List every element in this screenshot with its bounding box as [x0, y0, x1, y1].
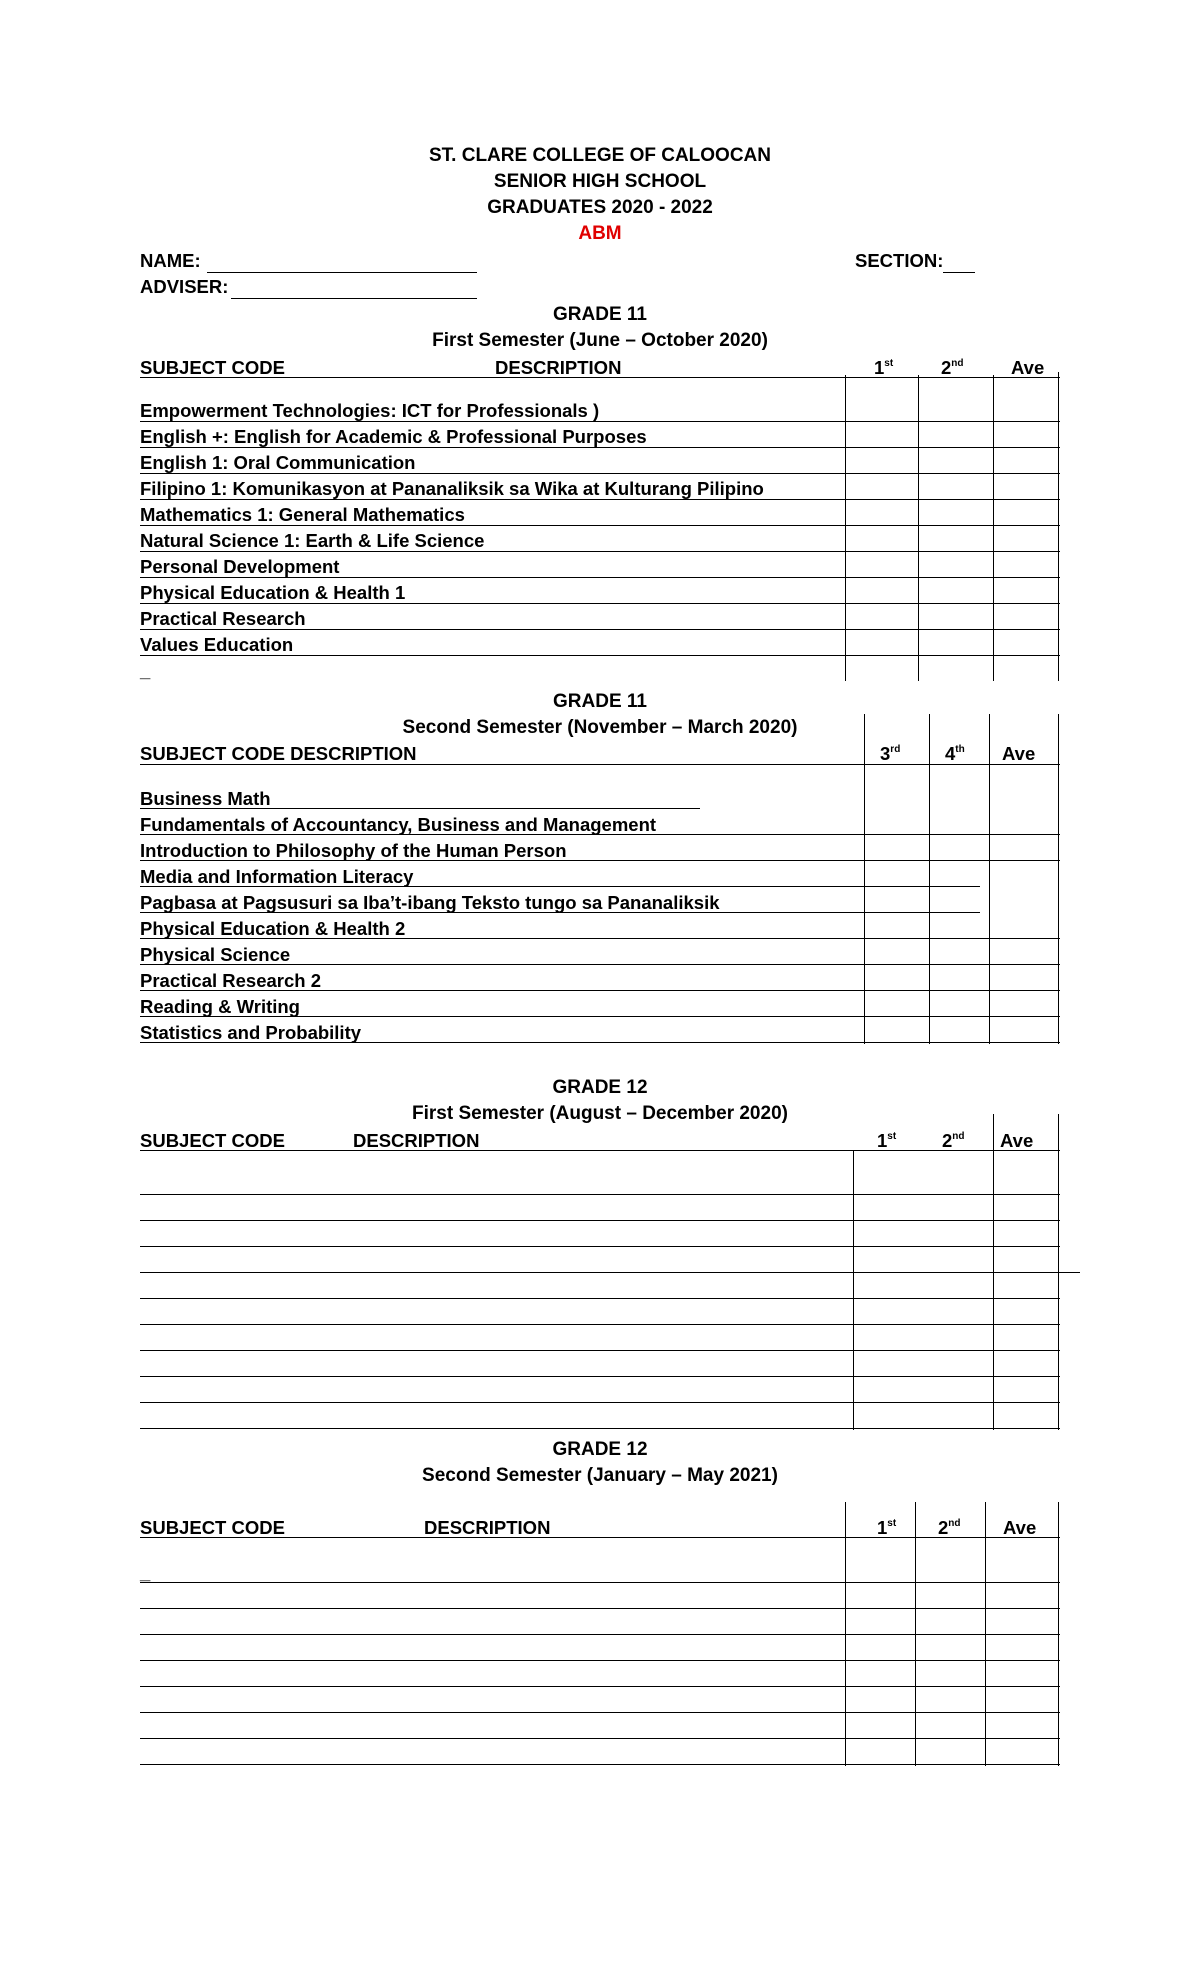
g11-s1-col-desc: DESCRIPTION	[495, 357, 622, 378]
trailing-mark: _	[140, 660, 151, 681]
subject-row: Media and Information Literacy	[140, 866, 414, 887]
g12-s2-col-ave: Ave	[1003, 1517, 1037, 1538]
blank-row	[140, 1324, 1060, 1325]
blank-row	[140, 1582, 1060, 1583]
row-rule	[140, 938, 1060, 939]
g12-s2-grade: GRADE 12	[552, 1439, 648, 1460]
blank-row	[140, 1220, 1060, 1221]
blank-row	[140, 1428, 1060, 1429]
subject-row: Physical Education & Health 1	[140, 582, 406, 603]
column-rule	[853, 1150, 854, 1430]
row-rule	[140, 577, 1060, 578]
subject-row: Introduction to Philosophy of the Human Person	[140, 840, 567, 861]
g11-s1-semester: First Semester (June – October 2020)	[432, 330, 768, 351]
name-label: NAME:	[140, 250, 201, 271]
row-rule	[140, 1016, 1060, 1017]
subject-row: Statistics and Probability	[140, 1022, 362, 1043]
g11-s1-col-q1: 1st	[874, 357, 894, 378]
row-rule	[140, 834, 1060, 835]
school-name: ST. CLARE COLLEGE OF CALOOCAN	[429, 145, 771, 166]
subject-row: Fundamentals of Accountancy, Business and Management	[140, 814, 657, 835]
row-rule	[140, 655, 1060, 656]
row-rule	[140, 629, 1060, 630]
g11-s2-col-q4: 4th	[945, 743, 965, 764]
row-rule	[140, 808, 700, 809]
column-rule	[1058, 1114, 1059, 1430]
blank-row	[140, 1194, 1060, 1195]
g12-s2-col-code: SUBJECT CODE	[140, 1517, 285, 1538]
trailing-mark: _	[140, 1562, 151, 1583]
subject-row: Physical Education & Health 2	[140, 918, 406, 939]
g11-s1-col-q2: 2nd	[941, 357, 964, 378]
subject-row: Empowerment Technologies: ICT for Professionals )	[140, 400, 600, 421]
row-rule	[140, 447, 1060, 448]
subject-row: Pagbasa at Pagsusuri sa Iba’t-ibang Teksto tungo sa Pananaliksik	[140, 892, 720, 913]
g11-s2-col-q3: 3rd	[880, 743, 901, 764]
column-rule	[1058, 372, 1059, 681]
column-rule	[985, 1502, 986, 1766]
g11-s1-header-rule	[140, 377, 1060, 378]
g11-s2-col-ave: Ave	[1002, 743, 1036, 764]
subject-row: Physical Science	[140, 944, 291, 965]
subject-row: Personal Development	[140, 556, 340, 577]
g12-s2-col-desc: DESCRIPTION	[424, 1517, 551, 1538]
column-rule	[1058, 1502, 1059, 1766]
blank-row	[140, 1298, 1060, 1299]
row-rule	[140, 551, 1060, 552]
subject-row: Mathematics 1: General Mathematics	[140, 504, 465, 525]
g12-s1-semester: First Semester (August – December 2020)	[412, 1103, 788, 1124]
column-rule	[845, 375, 846, 681]
adviser-label: ADVISER:	[140, 276, 229, 297]
g11-s2-semester: Second Semester (November – March 2020)	[402, 717, 798, 738]
section-label: SECTION:	[855, 250, 944, 271]
column-rule	[918, 375, 919, 681]
adviser-blank	[231, 298, 477, 299]
row-rule	[140, 860, 1060, 861]
g12-s2-header-rule	[140, 1537, 1060, 1538]
row-rule	[140, 473, 1060, 474]
g12-s2-col-q1: 1st	[877, 1517, 897, 1538]
blank-row	[140, 1712, 1060, 1713]
row-rule	[140, 499, 1060, 500]
strand: ABM	[578, 223, 622, 244]
subject-row: Practical Research	[140, 608, 306, 629]
subject-row: Filipino 1: Komunikasyon at Pananaliksik sa Wika at Kulturang Pilipino	[140, 478, 764, 499]
row-rule	[140, 886, 980, 887]
subject-row: Reading & Writing	[140, 996, 300, 1017]
blank-row	[140, 1686, 1060, 1687]
subject-row: English +: English for Academic & Professional Purposes	[140, 426, 647, 447]
column-rule	[993, 375, 994, 681]
g12-s1-col-ave: Ave	[1000, 1130, 1034, 1151]
blank-row	[140, 1272, 1080, 1273]
g12-s1-grade: GRADE 12	[552, 1077, 648, 1098]
subject-row: Values Education	[140, 634, 294, 655]
name-blank	[207, 272, 477, 273]
column-rule	[993, 1114, 994, 1430]
row-rule	[140, 525, 1060, 526]
g11-s1-col-code: SUBJECT CODE	[140, 357, 285, 378]
g11-s1-col-ave: Ave	[1011, 357, 1045, 378]
g11-s2-grade: GRADE 11	[553, 691, 647, 712]
blank-row	[140, 1402, 1060, 1403]
blank-row	[140, 1376, 1060, 1377]
subject-row: Business Math	[140, 788, 271, 809]
blank-row	[140, 1608, 1060, 1609]
subject-row: Natural Science 1: Earth & Life Science	[140, 530, 485, 551]
g11-s2-header-rule	[140, 764, 1060, 765]
blank-row	[140, 1634, 1060, 1635]
row-rule	[140, 603, 1060, 604]
batch: GRADUATES 2020 - 2022	[487, 197, 713, 218]
column-rule	[989, 714, 990, 1044]
subject-row: English 1: Oral Communication	[140, 452, 416, 473]
g12-s1-col-q1: 1st	[877, 1130, 897, 1151]
column-rule	[864, 714, 865, 1044]
row-rule	[140, 421, 1060, 422]
row-rule	[140, 964, 1060, 965]
row-rule	[140, 990, 1060, 991]
column-rule	[929, 714, 930, 1044]
g12-s1-header-rule	[140, 1150, 1060, 1151]
section-blank	[943, 272, 975, 273]
g12-s2-semester: Second Semester (January – May 2021)	[422, 1465, 778, 1486]
g12-s1-col-code: SUBJECT CODE	[140, 1130, 285, 1151]
g11-s2-col-code-desc: SUBJECT CODE DESCRIPTION	[140, 743, 417, 764]
row-rule	[140, 1042, 1060, 1043]
blank-row	[140, 1738, 1060, 1739]
g12-s2-col-q2: 2nd	[938, 1517, 961, 1538]
g12-s1-col-desc: DESCRIPTION	[353, 1130, 480, 1151]
blank-row	[140, 1660, 1060, 1661]
blank-row	[140, 1764, 1060, 1765]
column-rule	[1058, 714, 1059, 1044]
subject-row: Practical Research 2	[140, 970, 322, 991]
department: SENIOR HIGH SCHOOL	[493, 171, 707, 192]
row-rule	[140, 912, 980, 913]
column-rule	[845, 1502, 846, 1766]
blank-row	[140, 1246, 1060, 1247]
blank-row	[140, 1350, 1060, 1351]
column-rule	[915, 1502, 916, 1766]
g12-s1-col-q2: 2nd	[942, 1130, 965, 1151]
g11-s1-grade: GRADE 11	[553, 304, 647, 325]
